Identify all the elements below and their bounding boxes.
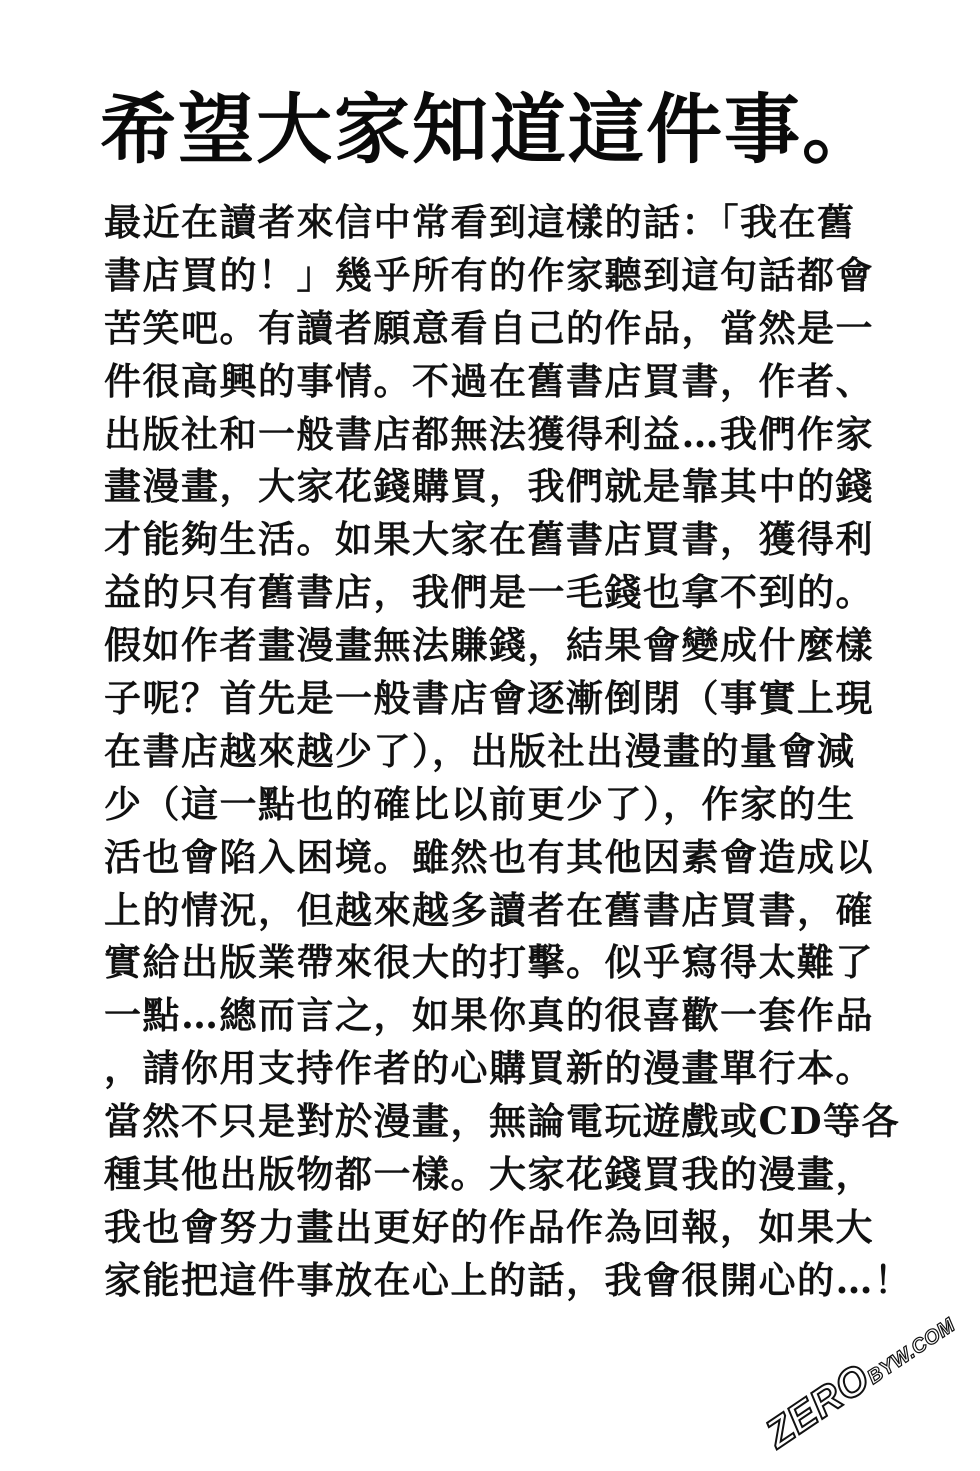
- paragraph-line: 活也會陷入困境。雖然也有其他因素會造成以: [104, 834, 874, 879]
- watermark-logo: [758, 1300, 962, 1457]
- paragraph-line: 在書店越來越少了），出版社出漫畫的量會減: [104, 728, 856, 773]
- paragraph-line: 最近在讀者來信中常看到這樣的話：「我在舊: [104, 200, 856, 244]
- paragraph-line: 才能夠生活。如果大家在舊書店買書，獲得利: [104, 517, 874, 562]
- paragraph-line: 我也會努力畫出更好的作品作為回報，如果大: [104, 1204, 874, 1249]
- paragraph-line: 實給出版業帶來很大的打擊。似乎寫得太難了: [104, 940, 874, 985]
- page-title: 希望大家知道這件事。: [100, 85, 880, 174]
- paragraph-line: 件很高興的事情。不過在舊書店買書，作者、: [104, 358, 874, 403]
- body-paragraph: [104, 196, 913, 1307]
- paragraph-line: ，請你用支持作者的心購買新的漫畫單行本。: [104, 1046, 874, 1091]
- paragraph-line: 一點…總而言之，如果你真的很喜歡一套作品: [104, 993, 874, 1038]
- paragraph-line: 家能把這件事放在心上的話，我會很開心的…！: [104, 1257, 913, 1302]
- paragraph-line: 出版社和一般書店都無法獲得利益…我們作家: [104, 411, 874, 456]
- paragraph-line: 子呢？首先是一般書店會逐漸倒閉（事實上現: [104, 676, 874, 721]
- paragraph-line: 苦笑吧。有讀者願意看自己的作品，當然是一: [104, 305, 874, 350]
- watermark-main-text: ZERO: [758, 1355, 879, 1457]
- paragraph-line: 少（這一點也的確比以前更少了），作家的生: [104, 781, 856, 826]
- paragraph-line: 益的只有舊書店，我們是一毛錢也拿不到的。: [104, 570, 874, 615]
- paragraph-line: 當然不只是對於漫畫，無論電玩遊戲或CD等各: [104, 1099, 901, 1144]
- paragraph-line: 上的情況，但越來越多讀者在舊書店買書，確: [104, 887, 874, 932]
- paragraph-line: 書店買的！」幾乎所有的作家聽到這句話都會: [104, 252, 874, 297]
- paragraph-line: 假如作者畫漫畫無法賺錢，結果會變成什麼樣: [104, 623, 874, 668]
- watermark-suffix-text: BYW.COM: [863, 1314, 960, 1389]
- paragraph-line: 畫漫畫，大家花錢購買，我們就是靠其中的錢: [104, 464, 874, 509]
- site-watermark: [752, 1300, 980, 1470]
- paragraph-line: 種其他出版物都一樣。大家花錢買我的漫畫，: [104, 1152, 874, 1197]
